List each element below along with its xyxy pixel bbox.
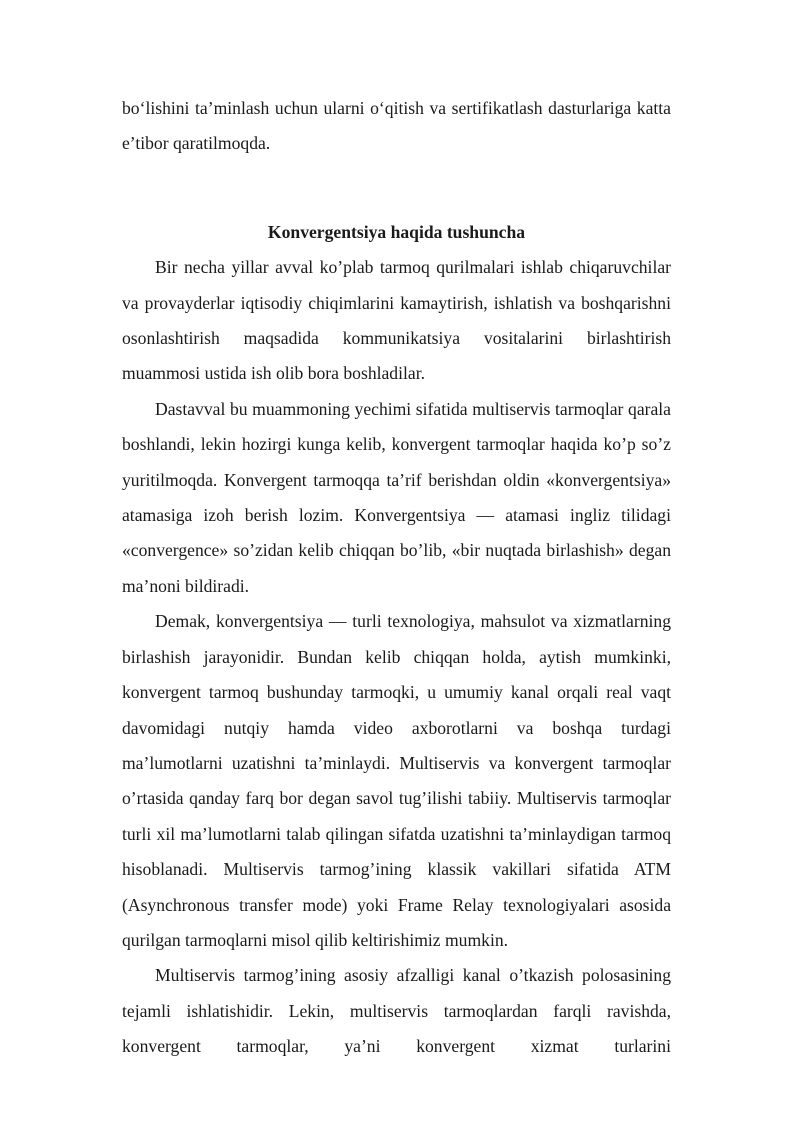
document-body [122, 91, 671, 1065]
body-paragraph-1: Bir necha yillar avval ko’plab tarmoq qurilmalari ishlab chiqaruvchilar va provayderlar iqtisodiy chiqimlarini kamaytirish, ishlatish va boshqarishni osonlashtirish maqsadida kommunikatsiya vositalarini birlashtirish muammosi ustida ish olib bora boshladilar. [122, 257, 671, 384]
body-paragraph-2: Dastavval bu muammoning yechimi sifatida multiservis tarmoqlar qarala boshlandi, lekin hozirgi kunga kelib, konvergent tarmoqlar haqida ko’p so’z yuritilmoqda. Konvergent tarmoqqa ta’rif berishdan oldin «konvergentsiya» atamasiga izoh berish lozim. Konvergentsiya — atamasi ingliz tilidagi «convergence» so’zidan kelib chiqqan bo’lib, «bir nuqtada birlashish» degan ma’noni bildiradi. [122, 398, 671, 596]
lead-paragraph: bo‘lishini ta’minlash uchun ularni o‘qitish va sertifikatlash dasturlariga katta e’tibor qaratilmoqda. [122, 98, 671, 154]
body-paragraph-4: Multiservis tarmog’ining asosiy afzalligi kanal o’tkazish polosasining tejamli ishlatishidir. Lekin, multiservis tarmoqlardan farqli ravishda, konvergent tarmoqlar, ya’ni konvergent xizmat turlarini [122, 965, 671, 1057]
section-heading: Konvergentsiya haqida tushuncha [267, 221, 526, 242]
body-paragraph-3: Demak, konvergentsiya — turli texnologiya, mahsulot va xizmatlarning birlashish jarayonidir. Bundan kelib chiqqan holda, aytish mumkinki, konvergent tarmoq bushunday tarmoqki, u umumiy kanal orqali real vaqt davomidagi nutqiy hamda video axborotlarni va boshqa turdagi ma’lumotlarni uzatishni ta’minlaydi. Multiservis va konvergent tarmoqlar o’rtasida qanday farq bor degan savol tug’ilishi tabiiy. Multiservis tarmoqlar turli xil ma’lumotlarni talab qilingan sifatda uzatishni ta’minlaydigan tarmoq hisoblanadi. Multiservis tarmog’ining klassik vakillari sifatida ATM (Asynchronous transfer mode) yoki Frame Relay texnologiyalari asosida qurilgan tarmoqlarni misol qilib keltirishimiz mumkin. [122, 611, 671, 950]
